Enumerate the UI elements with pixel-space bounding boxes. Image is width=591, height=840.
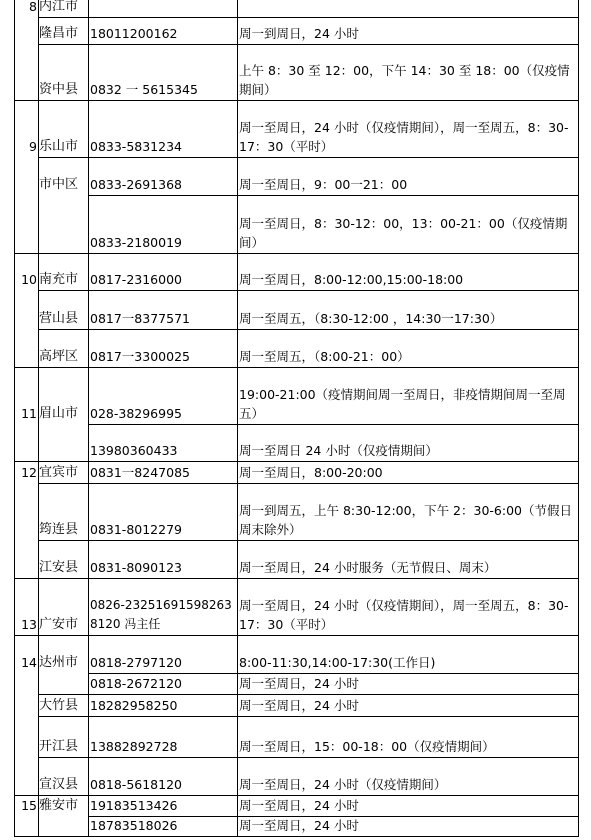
city-name-text: 内江市 bbox=[39, 0, 79, 14]
city-name-text: 雅安市 bbox=[39, 798, 79, 813]
row-rule bbox=[88, 17, 579, 18]
phone-number-text: 18783518026 bbox=[90, 818, 178, 833]
phone-number bbox=[88, 329, 237, 367]
service-hours-text: 周一至周五，（8:30-12:00 ，14:30一17:30） bbox=[239, 311, 503, 326]
city-name bbox=[38, 673, 88, 694]
city-name bbox=[38, 329, 88, 367]
service-hours bbox=[237, 17, 578, 44]
phone-number bbox=[88, 157, 237, 195]
row-number bbox=[14, 424, 38, 461]
phone-number-text: 0818-2797120 bbox=[90, 655, 182, 670]
city-name bbox=[38, 367, 88, 424]
phone-number bbox=[88, 757, 237, 795]
city-name-text: 宜宾市 bbox=[39, 465, 79, 480]
phone-number-text: 0833-2180019 bbox=[90, 235, 182, 250]
phone-number bbox=[88, 816, 237, 836]
city-name bbox=[38, 578, 88, 635]
service-hours-text: 周一至周日，24 小时（仅疫情期间），周一至周五，8：30-17：30（平时） bbox=[239, 120, 569, 154]
phone-number-text: 13980360433 bbox=[90, 443, 178, 458]
row-number-text: 13 bbox=[21, 617, 37, 632]
row-number bbox=[14, 0, 38, 17]
row-rule bbox=[38, 694, 89, 695]
phone-number-text: 028-38296995 bbox=[90, 406, 182, 421]
city-name bbox=[38, 483, 88, 540]
column-rule bbox=[88, 0, 89, 837]
row-number-text: 10 bbox=[21, 272, 37, 287]
service-hours-text: 8:00-11:30,14:00-17:30(工作日) bbox=[239, 655, 436, 670]
city-name-text: 广安市 bbox=[39, 617, 79, 632]
service-hours bbox=[237, 578, 578, 635]
phone-number-text: 0818-5618120 bbox=[90, 777, 182, 792]
row-number bbox=[14, 44, 38, 100]
phone-number bbox=[88, 540, 237, 578]
row-rule bbox=[88, 329, 579, 330]
service-hours-text: 周一到周日，24 小时 bbox=[239, 26, 359, 41]
city-name-text: 资中县 bbox=[39, 82, 79, 97]
phone-number-text: 0831一8247085 bbox=[90, 465, 190, 480]
service-hours bbox=[237, 461, 578, 483]
row-rule bbox=[14, 253, 39, 254]
row-rule bbox=[38, 290, 89, 291]
phone-number-text: 0817-2316000 bbox=[90, 272, 182, 287]
service-hours bbox=[237, 290, 578, 329]
row-rule bbox=[88, 816, 579, 817]
service-hours bbox=[237, 635, 578, 673]
row-number bbox=[14, 253, 38, 290]
row-number bbox=[14, 367, 38, 424]
phone-number-text: 18011200162 bbox=[90, 26, 178, 41]
service-hours-text: 周一至周日，24 小时服务（无节假日、周末） bbox=[239, 560, 497, 575]
row-number bbox=[14, 461, 38, 483]
row-rule bbox=[88, 836, 579, 837]
phone-number-text: 0833-5831234 bbox=[90, 139, 182, 154]
service-hours-text: 19:00-21:00（疫情期间周一至周日，非疫情期间周一至周五） bbox=[239, 387, 566, 421]
city-name bbox=[38, 195, 88, 253]
row-number bbox=[14, 483, 38, 540]
row-rule bbox=[88, 195, 579, 196]
row-rule bbox=[38, 17, 89, 18]
phone-number-text: 0832 一 5615345 bbox=[90, 82, 198, 97]
phone-number bbox=[88, 195, 237, 253]
city-name bbox=[38, 253, 88, 290]
row-rule bbox=[38, 540, 89, 541]
phone-number bbox=[88, 673, 237, 694]
row-rule bbox=[88, 461, 579, 462]
row-rule bbox=[88, 673, 579, 674]
city-name bbox=[38, 757, 88, 795]
phone-number bbox=[88, 367, 237, 424]
column-rule bbox=[38, 0, 39, 837]
row-number bbox=[14, 329, 38, 367]
row-rule bbox=[88, 540, 579, 541]
phone-number bbox=[88, 0, 237, 17]
row-number bbox=[14, 578, 38, 635]
phone-number bbox=[88, 795, 237, 816]
row-rule bbox=[38, 329, 89, 330]
service-hours bbox=[237, 540, 578, 578]
row-rule bbox=[14, 100, 39, 101]
phone-number bbox=[88, 461, 237, 483]
row-number bbox=[14, 540, 38, 578]
phone-number-text: 0817一8377571 bbox=[90, 311, 190, 326]
service-hours bbox=[237, 483, 578, 540]
row-rule bbox=[38, 44, 89, 45]
row-number bbox=[14, 195, 38, 253]
row-rule bbox=[88, 757, 579, 758]
column-rule bbox=[578, 0, 579, 837]
service-hours-text: 上午 8：30 至 12：00，下午 14：30 至 18：00（仅疫情期间） bbox=[239, 63, 570, 97]
service-hours bbox=[237, 716, 578, 757]
service-hours bbox=[237, 673, 578, 694]
phone-number bbox=[88, 290, 237, 329]
row-number-text: 14 bbox=[21, 655, 37, 670]
row-rule bbox=[14, 461, 39, 462]
row-rule bbox=[88, 694, 579, 695]
city-name-text: 达州市 bbox=[39, 655, 79, 670]
phone-number bbox=[88, 100, 237, 157]
service-hours bbox=[237, 44, 578, 100]
service-hours-text: 周一至周日，8：30-12：00，13：00-21：00（仅疫情期间） bbox=[239, 216, 568, 250]
service-hours bbox=[237, 100, 578, 157]
city-name bbox=[38, 461, 88, 483]
service-hours bbox=[237, 157, 578, 195]
row-number bbox=[14, 100, 38, 157]
city-name-text: 眉山市 bbox=[39, 406, 79, 421]
city-name bbox=[38, 290, 88, 329]
row-number bbox=[14, 290, 38, 329]
row-rule bbox=[88, 290, 579, 291]
row-rule bbox=[38, 367, 89, 368]
row-rule bbox=[14, 367, 39, 368]
phone-number bbox=[88, 483, 237, 540]
service-hours bbox=[237, 367, 578, 424]
row-rule bbox=[38, 483, 89, 484]
service-hours-text: 周一至周日，24 小时 bbox=[239, 676, 359, 691]
phone-number bbox=[88, 635, 237, 673]
row-number bbox=[14, 795, 38, 816]
row-number bbox=[14, 17, 38, 44]
phone-number-text: 0826-232516915982638120 冯主任 bbox=[90, 598, 232, 631]
city-name-text: 高坪区 bbox=[39, 349, 79, 364]
city-name bbox=[38, 0, 88, 17]
row-rule bbox=[88, 795, 579, 796]
row-rule bbox=[88, 157, 579, 158]
row-number bbox=[14, 694, 38, 716]
phone-number bbox=[88, 44, 237, 100]
phone-number bbox=[88, 694, 237, 716]
row-rule bbox=[88, 578, 579, 579]
phone-number bbox=[88, 253, 237, 290]
phone-number bbox=[88, 17, 237, 44]
row-number-text: 11 bbox=[21, 406, 37, 421]
phone-number-text: 0833-2691368 bbox=[90, 177, 182, 192]
phone-number bbox=[88, 424, 237, 461]
service-hours-text: 周一至周日 24 小时（仅疫情期间） bbox=[239, 443, 438, 458]
city-name-text: 江安县 bbox=[39, 560, 79, 575]
row-number bbox=[14, 716, 38, 757]
row-rule bbox=[14, 836, 39, 837]
row-number bbox=[14, 157, 38, 195]
city-name bbox=[38, 540, 88, 578]
row-rule bbox=[38, 461, 89, 462]
row-number-text: 15 bbox=[21, 798, 37, 813]
service-hours-text: 周一至周日，8:00-20:00 bbox=[239, 465, 383, 480]
row-number bbox=[14, 816, 38, 836]
row-rule bbox=[38, 253, 89, 254]
city-name-text: 乐山市 bbox=[39, 139, 79, 154]
service-hours-text: 周一至周日，24 小时 bbox=[239, 818, 359, 833]
phone-number-text: 19183513426 bbox=[90, 798, 178, 813]
phone-number-text: 13882892728 bbox=[90, 739, 178, 754]
service-hours-text: 周一至周日，24 小时（仅疫情期间），周一至周五，8：30-17：30（平时） bbox=[239, 598, 569, 632]
city-name bbox=[38, 816, 88, 836]
city-name bbox=[38, 100, 88, 157]
phone-number-text: 18282958250 bbox=[90, 698, 178, 713]
city-name bbox=[38, 795, 88, 816]
service-hours-text: 周一至周日，24 小时 bbox=[239, 798, 359, 813]
row-rule bbox=[88, 424, 579, 425]
row-rule bbox=[38, 716, 89, 717]
row-rule bbox=[38, 157, 89, 158]
city-name bbox=[38, 424, 88, 461]
service-hours bbox=[237, 816, 578, 836]
phone-number-text: 0818-2672120 bbox=[90, 676, 182, 691]
service-hours-text: 周一至周日，15：00-18：00（仅疫情期间） bbox=[239, 739, 495, 754]
service-hours bbox=[237, 694, 578, 716]
city-name bbox=[38, 694, 88, 716]
service-hours bbox=[237, 424, 578, 461]
city-name-text: 筠连县 bbox=[39, 522, 79, 537]
city-name-text: 隆昌市 bbox=[39, 26, 79, 41]
city-name bbox=[38, 44, 88, 100]
row-rule bbox=[38, 836, 89, 837]
phone-number bbox=[88, 578, 237, 635]
city-name bbox=[38, 635, 88, 673]
row-rule bbox=[38, 635, 89, 636]
row-number-text: 9 bbox=[29, 139, 37, 154]
row-rule bbox=[38, 757, 89, 758]
city-name-text: 开江县 bbox=[39, 739, 79, 754]
service-hours-text: 周一至周五，（8:00-21：00） bbox=[239, 349, 410, 364]
column-rule bbox=[14, 0, 15, 837]
city-name-text: 大竹县 bbox=[39, 698, 79, 713]
phone-number-text: 0817一3300025 bbox=[90, 349, 190, 364]
city-name bbox=[38, 716, 88, 757]
row-number bbox=[14, 673, 38, 694]
phone-number-text: 0831-8012279 bbox=[90, 522, 182, 537]
phone-number-text: 0831-8090123 bbox=[90, 560, 182, 575]
row-rule bbox=[88, 44, 579, 45]
city-name bbox=[38, 157, 88, 195]
city-name-text: 南充市 bbox=[39, 272, 79, 287]
city-name-text: 宣汉县 bbox=[39, 777, 79, 792]
column-rule bbox=[237, 0, 238, 837]
row-rule bbox=[88, 483, 579, 484]
row-rule bbox=[88, 716, 579, 717]
service-hours bbox=[237, 757, 578, 795]
row-rule bbox=[14, 795, 39, 796]
service-hours bbox=[237, 0, 578, 17]
service-hours-text: 周一至周日，24 小时（仅疫情期间） bbox=[239, 777, 447, 792]
service-hours-text: 周一至周日，24 小时 bbox=[239, 698, 359, 713]
row-rule bbox=[38, 795, 89, 796]
row-rule bbox=[14, 578, 39, 579]
city-name bbox=[38, 17, 88, 44]
row-rule bbox=[88, 100, 579, 101]
row-rule bbox=[88, 367, 579, 368]
service-hours-text: 周一至周日，9：00一21：00 bbox=[239, 177, 408, 192]
row-rule bbox=[38, 578, 89, 579]
row-number-text: 12 bbox=[21, 465, 37, 480]
service-hours bbox=[237, 253, 578, 290]
row-rule bbox=[14, 635, 39, 636]
service-hours bbox=[237, 195, 578, 253]
row-rule bbox=[88, 253, 579, 254]
city-name-text: 市中区 bbox=[39, 177, 79, 192]
service-hours bbox=[237, 329, 578, 367]
row-rule bbox=[88, 635, 579, 636]
service-hours-text: 周一至周日，8:00-12:00,15:00-18:00 bbox=[239, 272, 464, 287]
city-name-text: 营山县 bbox=[39, 311, 79, 326]
service-hours bbox=[237, 795, 578, 816]
row-rule bbox=[38, 100, 89, 101]
service-hours-text: 周一到周五，上午 8:30-12:00，下午 2：30-6:00（节假日周末除外） bbox=[239, 503, 572, 537]
row-number bbox=[14, 635, 38, 673]
row-number bbox=[14, 757, 38, 795]
phone-number bbox=[88, 716, 237, 757]
row-number-text: 8 bbox=[29, 0, 37, 14]
